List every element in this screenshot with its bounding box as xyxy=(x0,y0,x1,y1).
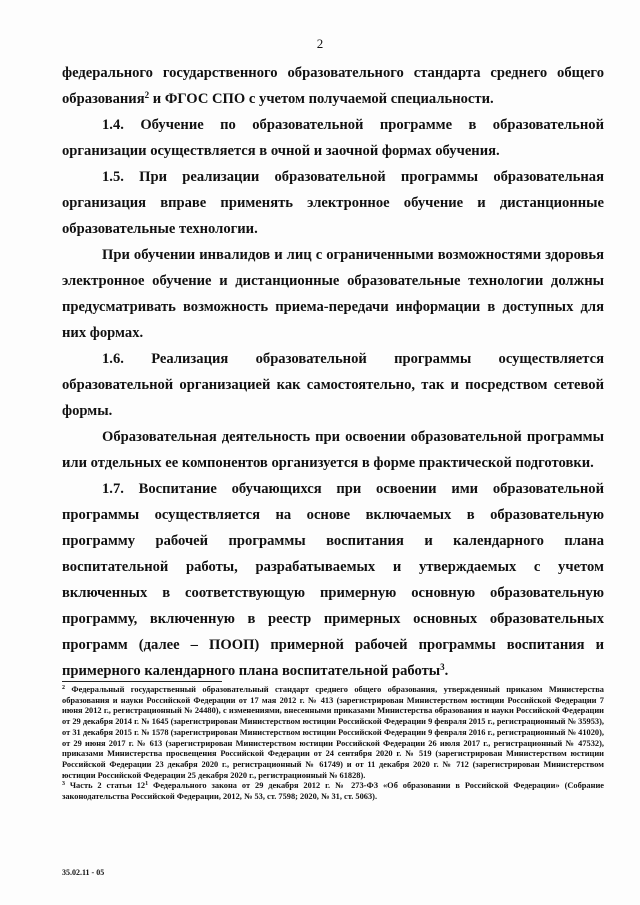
footnote-2 xyxy=(62,685,604,781)
paragraph-disabled-learners: При обучении инвалидов и лиц с ограниченными возможностями здоровья электронное обучение и дистанционные образовательные технологии должны предусматривать возможность приема-передачи информации в доступных для них формах. xyxy=(62,247,604,341)
paragraph-1-7-tail: . xyxy=(444,663,449,679)
footnote-3-marker: 3 xyxy=(62,781,65,788)
paragraph-practical-training: Образовательная деятельность при освоении образовательной программы или отдельных ее компонентов организуется в форме практической подготовки. xyxy=(62,429,604,471)
paragraph-1-text: федерального государственного образовательного стандарта среднего общего образования xyxy=(62,65,604,107)
footnote-3 xyxy=(62,781,604,802)
paragraph-1-7-text: 1.7. Воспитание обучающихся при освоении ими образовательной программы осуществляется на основе включаемых в образовательную программу рабочей программы воспитания и календарного плана воспитательной работы, разрабатываемых и утверждаемых с учетом включенных в соответствующую примерную основную образовательную программу, включенную в реестр примерных основных образовательных программ (далее – ПООП) примерной рабочей программы воспитания и примерного календарного плана воспитательной работы xyxy=(62,481,604,679)
footnote-2-text: Федеральный государственный образовательный стандарт среднего общего образования, утвержденный приказом Министерства образования и науки Российской Федерации от 17 мая 2012 г. № 413 (зарегистрирован Министерством юстиции Российской Федерации 7 июня 2012 г., регистрационный № 24480), с изменениями, внесенными приказами Министерства образования и науки Российской Федерации от 29 декабря 2014 г. № 1645 (зарегистрирован Министерством юстиции Российской Федерации 9 февраля 2015 г., регистрационный № 35953), от 31 декабря 2015 г. № 1578 (зарегистрирован Министерством юстиции Российской Федерации 9 февраля 2016 г., регистрационный № 41020), от 29 июня 2017 г. № 613 (зарегистрирован Министерством юстиции Российской Федерации 26 июля 2017 г., регистрационный № 47532), приказами Министерства просвещения Российской Федерации от 24 сентября 2020 г. № 519 (зарегистрирован Министерством юстиции Российской Федерации 23 декабря 2020 г., регистрационный № 61749) и от 11 декабря 2020 г. № 712 (зарегистрирован Министерством юстиции Российской Федерации 25 декабря 2020 г., регистрационный № 61828). xyxy=(62,685,604,780)
footnote-3-article-sup: 1 xyxy=(145,781,149,788)
footnote-ref-2[interactable]: 2 xyxy=(144,90,150,100)
footnote-3-text-b: Федерального закона от 29 декабря 2012 г. № 273-ФЗ «Об образовании в Российской Федерации» (Собрание законодательства Российской Федерации, 2012, № 53, ст. 7598; 2020, № 31, ст. 5063). xyxy=(62,781,604,802)
paragraph-1-6: 1.6. Реализация образовательной программы осуществляется образовательной организацией как самостоятельно, так и посредством сетевой формы. xyxy=(62,351,604,419)
paragraph-1 xyxy=(62,60,604,112)
footnote-separator xyxy=(62,681,222,682)
footnote-2-marker: 2 xyxy=(62,685,65,691)
paragraph-1-4: 1.4. Обучение по образовательной программе в образовательной организации осуществляется в очной и заочной формах обучения. xyxy=(62,117,604,159)
footnote-3-text-a: Часть 2 статьи 12 xyxy=(65,781,146,791)
body-text xyxy=(62,60,604,684)
paragraph-1-tail: и ФГОС СПО с учетом получаемой специальности. xyxy=(149,91,494,107)
document-code: 35.02.11 - 05 xyxy=(62,868,105,877)
paragraph-1-7 xyxy=(62,476,604,684)
paragraph-1-5: 1.5. При реализации образовательной программы образовательная организация вправе применять электронное обучение и дистанционные образовательные технологии. xyxy=(62,169,604,237)
footnotes xyxy=(62,685,604,803)
page-number: 2 xyxy=(316,36,324,51)
footnote-ref-3[interactable]: 3 xyxy=(440,662,445,672)
